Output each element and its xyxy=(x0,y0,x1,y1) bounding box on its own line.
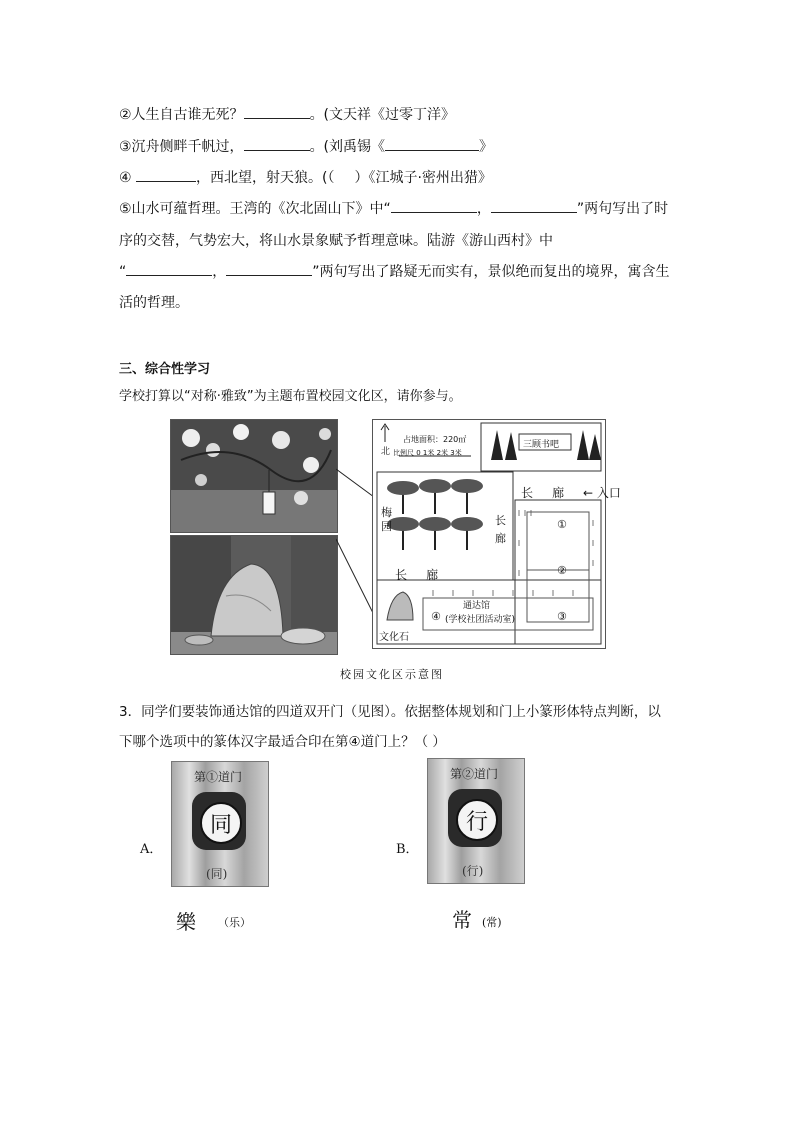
question-line-2: 下哪个选项中的篆体汉字最适合印在第④道门上？（ ） xyxy=(119,734,446,750)
poem-line-7 xyxy=(119,261,670,281)
poem-text: “ xyxy=(119,264,127,280)
poem-line-2 xyxy=(119,104,455,124)
answer-blank[interactable] xyxy=(244,106,310,119)
map-north-label: 北 xyxy=(381,447,391,457)
campus-culture-area-map xyxy=(372,419,621,649)
answer-blank[interactable] xyxy=(136,169,196,182)
map-door-4: ④ xyxy=(431,610,441,623)
culture-stone-photo xyxy=(170,535,338,655)
culture-stone-image xyxy=(171,536,337,654)
answer-blank[interactable] xyxy=(385,138,479,151)
option-b-letter[interactable]: B． xyxy=(396,842,419,857)
photo-connector-lines xyxy=(336,419,376,629)
door-number-label: 第①道门 xyxy=(194,770,243,784)
poem-text: ”两句写出了路疑无而实有，景似绝而复出的境界，寓含生 xyxy=(312,264,670,280)
poem-text: ④ xyxy=(119,170,132,186)
door-plate xyxy=(192,792,246,850)
poem-line-6 xyxy=(119,230,553,250)
map-hall-label: 通达馆 xyxy=(463,601,491,611)
map-corridor-char: 长 xyxy=(495,514,506,527)
poem-text: ， xyxy=(476,201,491,217)
map-bookbar-label: 三顾书吧 xyxy=(523,440,560,450)
poem-source-end: 》 xyxy=(479,139,494,155)
map-hall-sub-label: (学校社团活动室) xyxy=(445,615,516,625)
seal-character-disc: 行 xyxy=(456,799,498,841)
poem-text: ②人生自古谁无死？ xyxy=(119,107,244,123)
map-plum-garden-label xyxy=(381,506,392,534)
option-b-seal-note: (常) xyxy=(482,916,502,929)
map-plum-char: 园 xyxy=(381,520,392,533)
map-corridor-char: 廊 xyxy=(426,568,439,582)
option-b-seal-character: 常 xyxy=(452,908,472,932)
poem-text: ⑤山水可蕴哲理。王湾的《次北固山下》中“ xyxy=(119,201,391,217)
poem-line-3 xyxy=(119,136,493,156)
poem-line-4 xyxy=(119,167,492,187)
map-entrance-label: ← 入口 xyxy=(583,486,621,500)
poem-text: ， xyxy=(212,264,227,280)
poem-source: ）《江城子·密州出猎》 xyxy=(354,170,492,186)
map-door-3: ③ xyxy=(557,610,567,623)
poem-text: ，西北望，射天狼。(（ xyxy=(196,170,335,186)
map-corridor-char: 长 xyxy=(395,568,408,582)
section-heading: 三、综合性学习 xyxy=(119,362,211,377)
map-door-2: ② xyxy=(557,564,567,577)
option-a-seal-note: （乐） xyxy=(218,916,251,929)
door-foot-label: (同) xyxy=(206,867,228,881)
poem-text: 序的交替，气势宏大，将山水景象赋予哲理意味。陆游《游山西村》中 xyxy=(119,233,553,249)
answer-blank[interactable] xyxy=(244,138,310,151)
door-foot-label: (行) xyxy=(462,864,484,878)
map-plum-char: 梅 xyxy=(381,506,392,519)
answer-blank[interactable] xyxy=(391,200,477,213)
map-corridor-top xyxy=(521,484,564,501)
poem-source: 。(刘禹锡《 xyxy=(309,139,386,155)
answer-blank[interactable] xyxy=(126,263,212,276)
figure-caption: 校园文化区示意图 xyxy=(340,668,444,681)
poem-line-8 xyxy=(119,292,189,312)
poem-line-5 xyxy=(119,198,668,218)
map-area-label: 占地面积：220㎡ xyxy=(403,435,467,444)
map-corridor-char: 廊 xyxy=(552,486,565,500)
plum-blossom-image xyxy=(171,420,337,532)
poem-text: ③沉舟侧畔千帆过， xyxy=(119,139,244,155)
option-a-letter[interactable]: A． xyxy=(140,842,163,857)
map-door-1: ① xyxy=(557,518,567,531)
map-side-corridor-label xyxy=(495,512,506,548)
map-mid-corridor-label xyxy=(395,566,438,583)
poem-text: ”两句写出了时 xyxy=(576,201,669,217)
option-a-seal-character: 樂 xyxy=(176,910,196,934)
map-corridor-char: 廊 xyxy=(495,532,506,545)
question-line-1: 3．同学们要装饰通达馆的四道双开门（见图）。依据整体规划和门上小篆形体特点判断，以 xyxy=(119,704,661,720)
door-plate xyxy=(448,789,502,847)
answer-blank[interactable] xyxy=(491,200,577,213)
poem-text: 活的哲理。 xyxy=(119,295,189,311)
plum-blossom-photo xyxy=(170,419,338,533)
section-intro: 学校打算以“对称·雅致”为主题布置校园文化区，请你参与。 xyxy=(119,389,462,404)
option-a-door-image xyxy=(171,761,269,887)
seal-character-disc: 同 xyxy=(200,802,242,844)
map-scale-label: 比例尺 0 1米 2米 3米 xyxy=(393,449,462,457)
answer-blank[interactable] xyxy=(226,263,312,276)
map-corridor-char: 长 xyxy=(521,486,534,500)
door-number-label: 第②道门 xyxy=(450,767,499,781)
option-b-door-image xyxy=(427,758,525,884)
map-stone-label: 文化石 xyxy=(379,632,409,643)
poem-source: 。(文天祥《过零丁洋》 xyxy=(309,107,456,123)
